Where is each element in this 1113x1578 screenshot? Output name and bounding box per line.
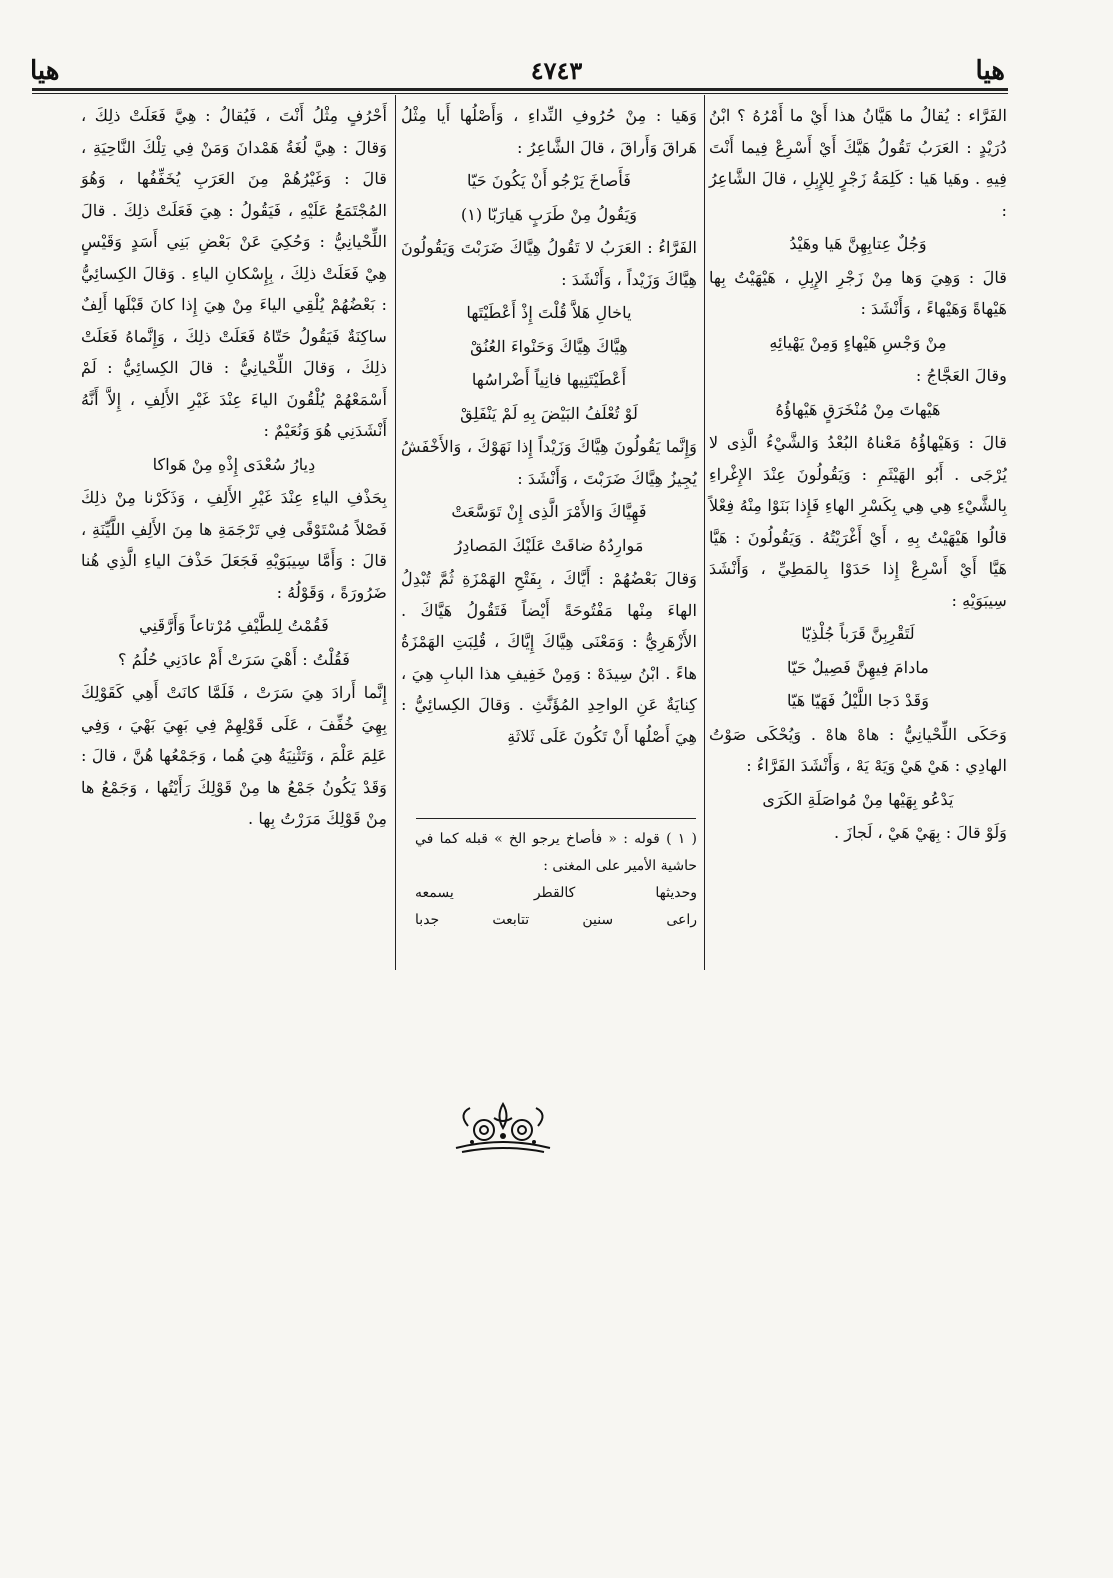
verse-line: فَهِيَّاكَ وَالأَمْرَ الَّذِى إِنْ تَوَسَّعَتْ — [451, 502, 647, 521]
paragraph: قالَ : وَهَيْهاؤُهُ مَعْناهُ البُعْدُ وَالشَّيْءُ الَّذِى لا يُرْجَى . أَبُو الهَيْثَمِ : وَيَقُولُونَ عِنْدَ الإِغْراءِ بِالشَّيْءِ هِي هِي بِكَسْرِ الهاءِ فَإِذا بَنَوْا مِنْهُ فِعْلاً قالُوا هَيْهَيْتُ بِهِ ، أَيْ أَغْرَيْتُهُ . وَيَقُولُونَ : هَيَّا هَيَّا أَيْ أَسْرِعْ إِذا حَدَوْا بِالمَطِيِّ ، وَأَنْشَدَ سِيبَوَيْهِ : — [709, 433, 1007, 610]
paragraph: وَإِنَّما يَقُولُونَ هِيَّاكَ وَزَيْداً إِذا نَهَوْكَ ، وَالأَخْفَشُ يُجِيزُ هِيَّاكَ ضَرَبْتَ ، وَأَنْشَدَ : — [401, 437, 697, 488]
verse-line: مَوارِدُهُ ضاقَتْ عَلَيْكَ المَصادِرُ — [454, 535, 644, 555]
verse-line: يَدْعُو بِهَيْها مِنْ مُواصَلَةِ الكَرَى — [762, 789, 954, 809]
verse-line: ياخالِ هَلاَّ قُلْتَ إِذْ أَعْطَيْتَها — [466, 303, 632, 322]
floral-ornament-icon — [448, 1096, 558, 1160]
verse-line: وَيَقُولُ مِنْ طَرَبٍ هَيارَبّا (١) — [460, 204, 638, 224]
paragraph: وَلَوْ قالَ : بِهَيْ هَيْ ، لَجازَ . — [833, 823, 1007, 842]
verse-line: وَقَدْ دَجا اللَّيْلُ فَهَيّا هَيّا — [786, 691, 930, 710]
verse-line: فَقُمْتُ لِلطَّيْفِ مُرْتاعاً وَأَرَّقَنِي — [139, 616, 329, 635]
paragraph: وَحَكَى اللِّحْيانِيُّ : هاهْ هاهْ . وَيُحْكَى صَوْتُ الهادِي : هَيْ هَيْ وَيَهْ يَهْ ، وَأَنْشَدَ الفَرَّاءُ : — [709, 724, 1007, 775]
page-header — [0, 50, 1113, 90]
column-middle — [401, 100, 697, 752]
verse-line: فَأَصاخَ يَرْجُو أَنْ يَكُونَ حَيّا — [466, 171, 632, 190]
footnote-rule — [416, 818, 696, 819]
verse-line: دِيارُ سُعْدَى إِذْهِ مِنْ هَواكا — [152, 454, 316, 474]
column-right — [709, 100, 1007, 849]
column-left — [81, 100, 387, 835]
column-divider — [395, 95, 396, 970]
header-rule-thin — [32, 93, 1008, 94]
verse-line: هَيْهاتَ مِنْ مُنْخَرَقٍ هَيْهاؤُهُ — [775, 399, 941, 419]
header-headword-right: هيا — [975, 56, 1005, 86]
paragraph: الفَرَّاءُ : العَرَبُ لا تَقُولُ هِيَّاكَ ضَرَبْتَ وَيَقُولُونَ هِيَّاكَ وَزَيْداً ، وَأَنْشَدَ : — [401, 238, 697, 289]
verse-line: أَعْطَيْتَنِيها فانِياً أَضْراسُها — [471, 370, 627, 389]
paragraph: أَحْرُفٍ مِثْلُ أَنْتَ ، فَيُقالُ : هِيَّ فَعَلَتْ ذلِكَ ، وَقالَ : هِيَّ لُغَةُ هَمْدانَ وَمَنْ فِي تِلْكَ النَّاحِيَةِ ، قالَ : وَغَيْرُهُمْ مِنَ العَرَبِ يُخَفِّفُها ، وَهُوَ المُجْتَمَعُ عَلَيْهِ ، فَيَقُولُ : هِيَ فَعَلَتْ ذلِكَ . قالَ اللِّحْيانِيُّ : وَحُكِيَ عَنْ بَعْضِ بَنِي أَسَدٍ وَقَيْسٍ هِيْ فَعَلَتْ ذلِكَ ، بِإِسْكانِ الياءِ . وَقالَ الكِسائِيُّ : بَعْضُهُمْ يُلْقِي الياءَ مِنْ هِيَ إِذا كانَ قَبْلَها أَلِفٌ ساكِنَةٌ فَيَقُولُ حَتّاهُ فَعَلَتْ ذلِكَ ، وَإِنَّماهُ فَعَلَتْ ذلِكَ ، وَقالَ اللِّحْيانِيُّ : قالَ الكِسائِيُّ : لَمْ أَسْمَعْهُمْ يُلْقُونَ الياءَ عِنْدَ غَيْرِ الأَلِفِ ، إِلاَّ أَنَّهُ أَنْشَدَنِي هُوَ وَنُعَيْمٌ : — [81, 106, 387, 440]
footnote — [415, 826, 697, 934]
footnote-verse-word: جدبا — [415, 912, 440, 928]
footnote-verse-line — [415, 907, 697, 934]
page-number: ٤٧٤٣ — [530, 56, 583, 85]
paragraph: قالَ : وَهِيَ وَها مِنْ زَجْرِ الإِبِلِ ، هَيْهَيْتُ بِها هَيْهاةً وَهَيْهاءً ، وَأَنْشَدَ : — [709, 267, 1007, 318]
verse-line: لَتَقْرِبِنَّ قَرَباً جُلْذِيّا — [801, 624, 915, 643]
paragraph: بِحَذْفِ الياءِ عِنْدَ غَيْرِ الأَلِفِ ، وَذَكَرْنا مِنْ ذلِكَ فَصْلاً مُسْتَوْفًى فِي تَرْجَمَةِ ها مِنَ الأَلِفِ اللَّيِّنَةِ ، قالَ : وَأَمَّا سِيبَوَيْهِ فَجَعَلَ حَذْفَ الياءِ الَّذِي هُنا ضَرُورَةً ، وَقَوْلُهُ : — [81, 488, 387, 602]
footnote-verse-word: يسمعه — [415, 885, 454, 901]
verse-line: وَجُلٌ عِتابِهِنَّ هَيا وهَيْدُ — [789, 234, 927, 253]
paragraph: الفَرَّاء : يُقالُ ما هَيَّانُ هذا أَيْ ما أَمْرُهُ ؟ ابْنُ دُرَيْدٍ : العَرَبُ تَقُولُ هَيَّكَ أَيْ أَسْرِعْ فِيما أَنْتَ فِيهِ . وهَيا هَيا : كَلِمَةُ زَجْرٍ لِلإِبِلِ ، قالَ الشَّاعِرُ : — [709, 106, 1007, 220]
paragraph: وَهَيا : مِنْ حُرُوفِ النِّداءِ ، وَأَصْلُها أَيا مِثْلُ هَراقَ وَأَراقَ ، قالَ الشَّاعِرُ : — [401, 106, 697, 157]
header-rule — [32, 88, 1008, 91]
verse-line: مِنْ وَجْسِ هَيْهاءٍ وَمِنْ يَهْيائِهِ — [769, 332, 947, 352]
paragraph: وقالَ العَجَّاجُ : — [915, 366, 1007, 385]
verse-line: لَوْ تُعْلَفُ البَيْضَ بِهِ لَمْ يَنْفَلِقْ — [460, 403, 638, 423]
footnote-verse-word: راعى — [666, 912, 697, 928]
footnote-verse-word: كالقطر — [533, 885, 576, 901]
column-divider — [704, 95, 705, 970]
footnote-text: ( ١ ) قوله : « فأصاخ يرجو الخ » قبله كما في حاشية الأمير على المغنى : — [415, 831, 697, 874]
verse-line: مادامَ فِيهِنَّ فَصِيلٌ حَيّا — [787, 657, 929, 677]
footnote-verse-line — [415, 880, 697, 907]
verse-line: فَقُلْتُ : أَهْيَ سَرَتْ أَمْ عادَنِي حُلُمُ ؟ — [118, 649, 350, 669]
footnote-verse-word: تتابعت — [492, 912, 530, 928]
verse-line: هِيَّاكَ هِيَّاكَ وَحَنْواءَ العُنُقْ — [470, 336, 628, 356]
header-headword-left: هيا — [30, 56, 60, 86]
footnote-verse-word: وحديثها — [655, 885, 697, 901]
paragraph: إِنَّما أَرادَ هِيَ سَرَتْ ، فَلَمَّا كانَتْ أَهِي كَقَوْلِكَ بِهِيَ خُفِّفَ ، عَلَى قَوْلِهِمْ فِي بَهِيَ بَهْيَ ، وَفِي عَلِمَ عَلْمَ ، وَتَثْنِيَةُ هِيَ هُما ، وَجَمْعُها هُنَّ ، قالَ : وَقَدْ يَكُونُ جَمْعُ ها مِنْ قَوْلِكَ رَأَيْتُها ، وَجَمْعُ ها مِنْ قَوْلِكَ مَرَرْتُ بِها . — [81, 683, 387, 828]
footnote-verse-word: سنين — [582, 912, 614, 928]
paragraph: وَقالَ بَعْضُهُمْ : أَيَّاكَ ، بِفَتْحِ الهَمْزَةِ ثُمَّ تُبْدِلُ الهاءَ مِنْها مَفْتُوحَةً أَيْضاً فَتَقُولُ هَيَّاكَ . الأَزْهَرِيُّ : وَمَعْنَى هِيَّاكَ إِيَّاكَ ، قُلِبَتِ الهَمْزَةُ هاءً . ابْنُ سِيدَهْ : وَمِنْ خَفِيفِ هذا البابِ هِيَ ، كِنايَةٌ عَنِ الواحِدِ المُؤَنَّثِ . وَقالَ الكِسائِيُّ : هِيَ أَصْلُها أَنْ تَكُونَ عَلَى ثَلاثَةِ — [401, 569, 697, 746]
